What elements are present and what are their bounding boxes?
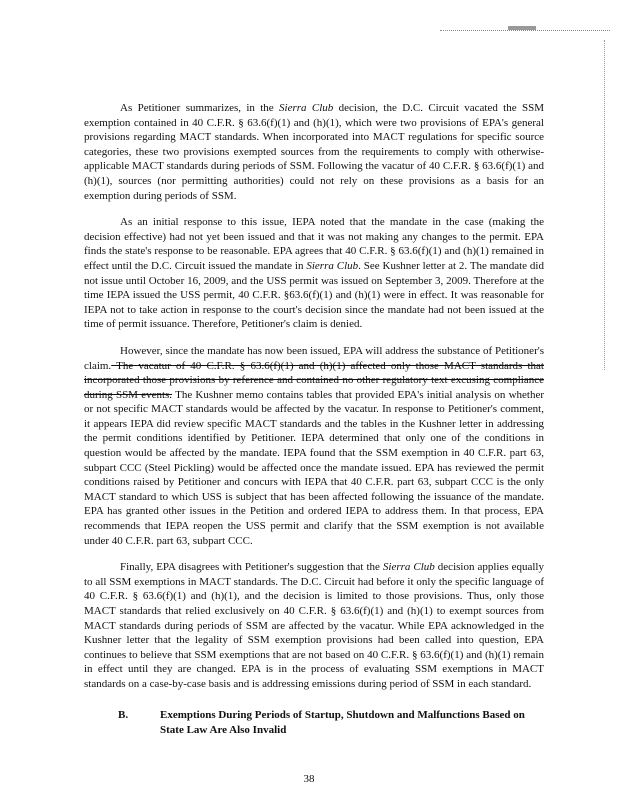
case-name: Sierra Club — [279, 102, 334, 114]
page-number: 38 — [303, 773, 315, 785]
paragraph-4: Finally, EPA disagrees with Petitioner's suggestion that the Sierra Club decision applies equally to all SSM exemptions in MACT standards. The D.C. Circuit had before it only the specific language of 40 C.F.R. § 63.6(f)(1) and (h)(1), and the decision is limited to those provisions. Thus, only those MACT standards that relied exclusively on 40 C.F.R. § 63.6(f)(1) and (h)(1) to exempt sources from MACT standards during periods of SSM are affected by the vacatur. While EPA acknowledged in the Kushner letter that the legality of SSM exemption provisions had been called into question, EPA continues to believe that SSM exemptions that are not based on 40 C.F.R. § 63.6(f)(1) and (h)(1) remain in effect until they are changed. EPA is in the process of evaluating SSM exemptions in MACT standards on a case-by-case basis and is addressing emissions during period of SSM in each standard. — [84, 561, 544, 690]
section-title: Exemptions During Periods of Startup, Shutdown and Malfunctions Based on State Law Are Also Invalid — [160, 709, 525, 736]
struck-text: The vacatur of 40 C.F.R. § 63.6(f)(1) and (h)(1) affected only those MACT standards that incorporated those provisions by reference and contained no other regulatory text excusing compliance during SSM events. — [84, 359, 544, 401]
section-letter: B. — [118, 709, 129, 721]
scan-edge-top — [440, 30, 610, 31]
scan-edge-right — [604, 40, 605, 370]
section-heading — [118, 708, 538, 737]
paragraph-3: However, since the mandate has now been issued, EPA will address the substance of Petitioner's claim. The vacatur of 40 C.F.R. § 63.6(f)(1) and (h)(1) affected only those MACT standards that incorporated those provisions by reference and contained no other regulatory text excusing compliance during SSM events. The Kushner memo contains tables that provided EPA's initial analysis on whether or not specific MACT standards would be affected by the vacatur. In response to Petitioner's comment, it appears IEPA did review specific MACT standards and the tables in the Kushner letter in addressing the permit conditions identified by Petitioner. IEPA determined that only one of the conditions in question would be affected by the mandate. IEPA found that the SSM exemption in 40 C.F.R. part 63, subpart CCC (Steel Pickling) would be affected once the mandate issued. EPA has reviewed the permit conditions raised by Petitioner and concurs with IEPA that 40 C.F.R. part 63, subpart CCC is the only MACT standard to which USS is subject that has been affected following the issuance of the mandate. EPA has granted other issues in the Petition and ordered IEPA to address them. In that process, EPA recommends that IEPA reopen the USS permit and clarify that the SSM exemption is not available under 40 C.F.R. part 63, subpart CCC. — [84, 344, 544, 547]
scan-mark — [508, 26, 536, 30]
case-name: Sierra Club — [306, 259, 359, 272]
paragraph-2: As an initial response to this issue, IEPA noted that the mandate in the case (making the decision effective) had not yet been issued and that it was not making any changes to the permit. EPA finds the state's response to be reasonable. EPA agrees that 40 C.F.R. § 63.6(f)(1) and (h)(1) remained in effect until the D.C. Circuit issued the mandate in Sierra Club. See Kushner letter at 2. The mandate did not issue until October 16, 2009, and the USS permit was issued on September 3, 2009. Therefore at the time IEPA issued the USS permit, 40 C.F.R. §63.6(f)(1) and (h)(1) were in effect. It was reasonable for IEPA not to take action in response to the court's decision since the mandate had not been issued at the time of permit issuance. Therefore, Petitioner's claim is denied. — [84, 216, 544, 331]
case-name: Sierra Club — [382, 561, 435, 574]
body-text — [84, 101, 544, 702]
paragraph-1: As Petitioner summarizes, in the Sierra Club decision, the D.C. Circuit vacated the SSM exemption contained in 40 C.F.R. § 63.6(f)(1) and (h)(1), which were two provisions of EPA's general provisions regarding MACT standards. When incorporated into MACT regulations for specific source categories, these two provisions exempted sources from the requirements to comply with otherwise-applicable MACT standards during periods of SSM. Following the vacatur of 40 C.F.R. § 63.6(f)(1) and (h)(1), sources (nor permitting authorities) could not rely on these provisions as a basis for an exemption during periods of SSM. — [84, 102, 544, 202]
